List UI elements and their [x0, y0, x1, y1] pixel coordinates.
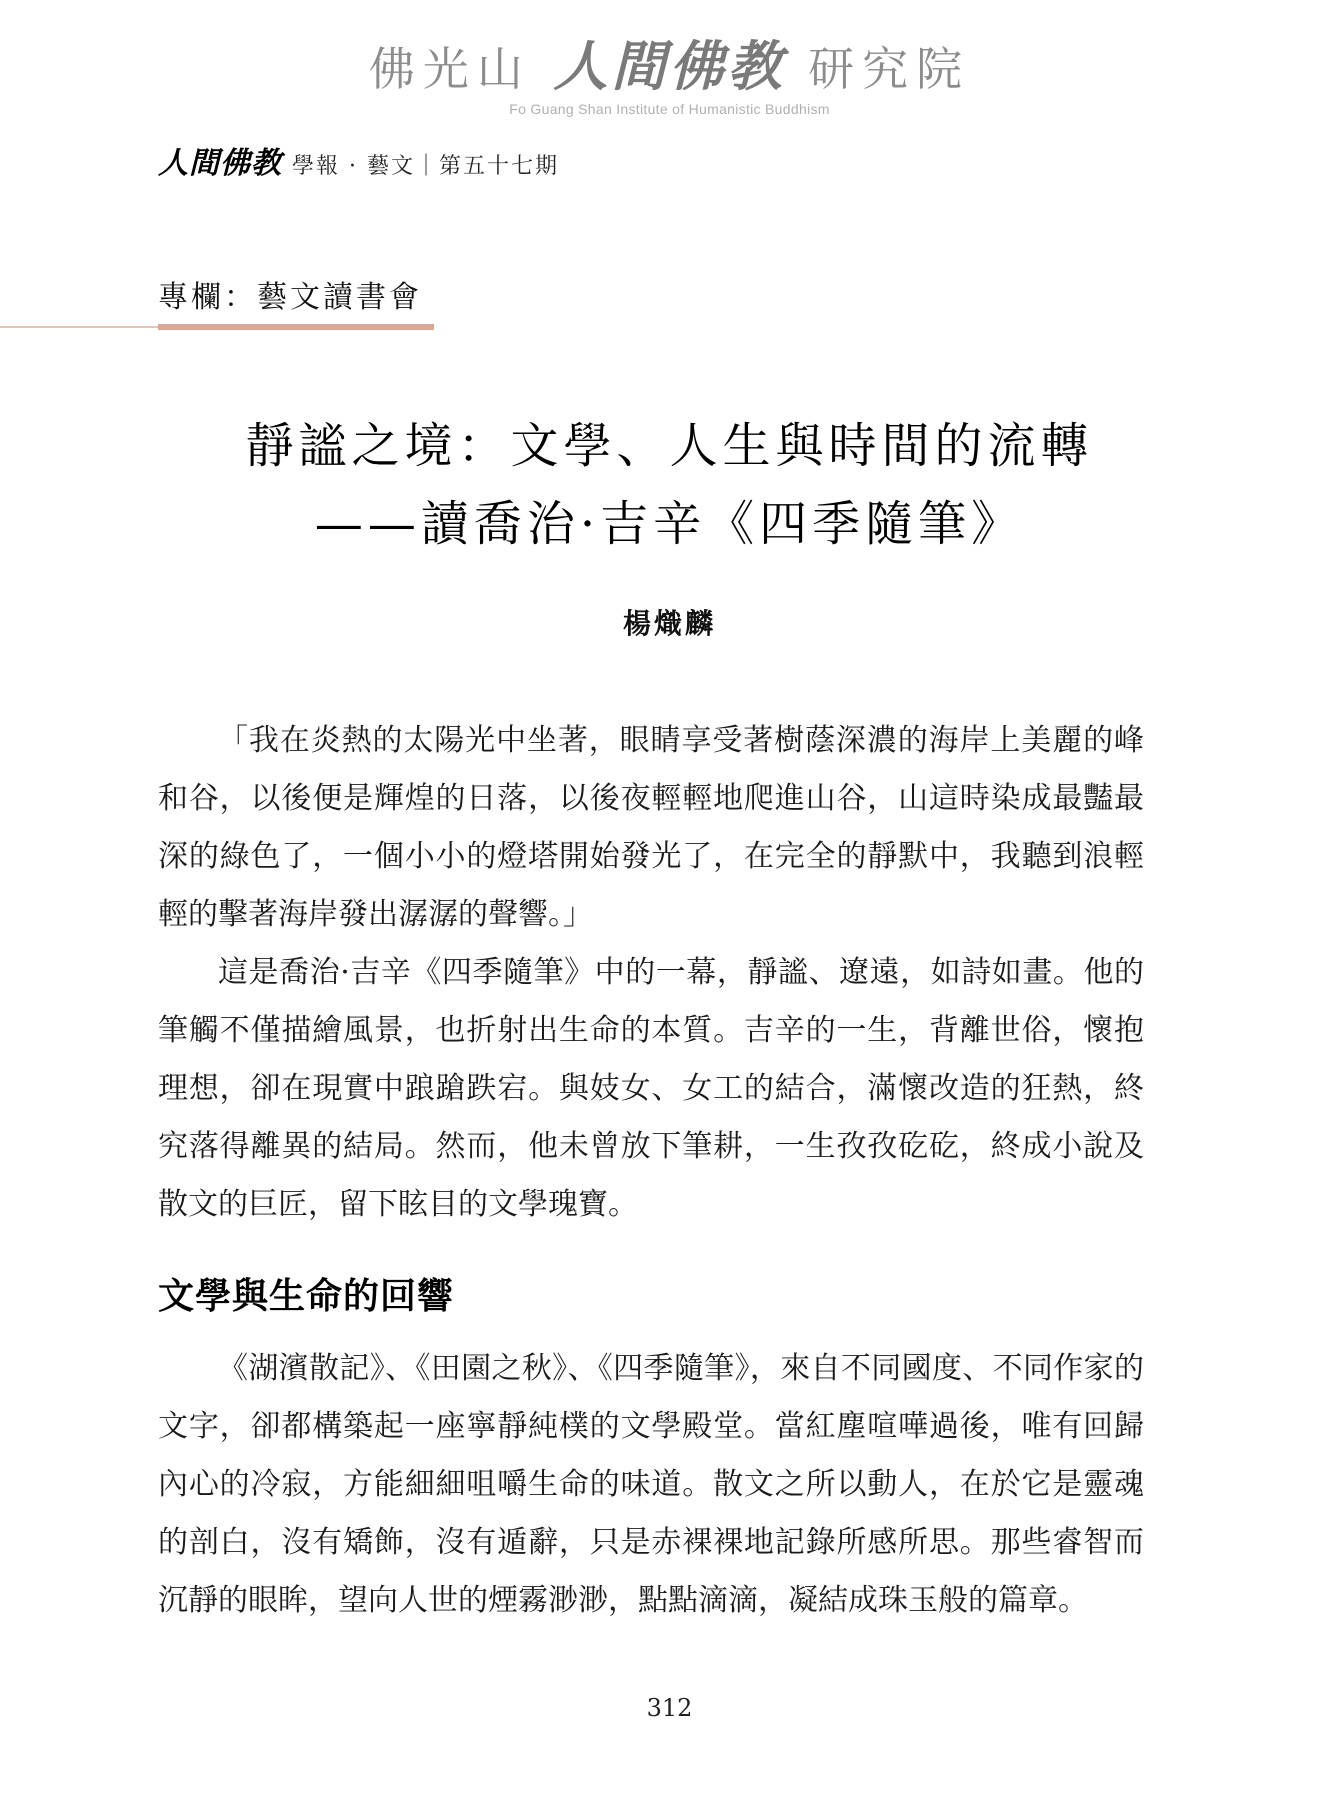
institute-name: [0, 36, 1339, 99]
paragraph: 這是喬治·吉辛《四季隨筆》中的一幕，靜謐、遼遠，如詩如畫。他的筆觸不僅描繪風景，也折射出生命的本質。吉辛的一生，背離世俗，懷抱理想，卻在現實中踉蹌跌宕。與妓女、女工的結合，滿懷改造的狂熱，終究落得離異的結局。然而，他未曾放下筆耕，一生孜孜矻矻，終成小說及散文的巨匠，留下眩目的文學瑰寶。: [158, 955, 1144, 1222]
journal-issue-info: 學報 · 藝文｜第五十七期: [292, 154, 559, 179]
column-label: 專欄：藝文讀書會: [158, 280, 422, 315]
column-rule-accent: [158, 324, 434, 330]
article-title-main: 靜謐之境：文學、人生與時間的流轉: [245, 418, 1094, 474]
institute-english-name: Fo Guang Shan Institute of Humanistic Buddhism: [509, 101, 830, 117]
section-body: [158, 1340, 1144, 1630]
article-author: 楊熾麟: [622, 607, 716, 640]
institute-banner: [0, 36, 1339, 117]
institute-suffix: 研究院: [808, 42, 971, 96]
paragraph: 《湖濱散記》、《田園之秋》、《四季隨筆》，來自不同國度、不同作家的文字，卻都構築起一座寧靜純樸的文學殿堂。當紅塵喧嘩過後，唯有回歸內心的冷寂，方能細細咀嚼生命的味道。散文之所以動人，在於它是靈魂的剖白，沒有矯飾，沒有遁辭，只是赤裸裸地記錄所感所思。那些睿智而沉靜的眼眸，望向人世的煙霧渺渺，點點滴滴，凝結成珠玉般的篇章。: [158, 1351, 1144, 1618]
article-title: [0, 410, 1339, 560]
institute-emphasis: 人間佛教: [553, 34, 786, 98]
intro-body: [158, 712, 1144, 1234]
section-heading: 文學與生命的回響: [158, 1275, 455, 1317]
page-number: 312: [646, 1694, 693, 1722]
article-title-sub: ——讀喬治·吉辛《四季隨筆》: [314, 496, 1025, 552]
paragraph: 「我在炎熱的太陽光中坐著，眼睛享受著樹蔭深濃的海岸上美麗的峰和谷，以後便是輝煌的日落，以後夜輕輕地爬進山谷，山這時染成最豔最深的綠色了，一個小小的燈塔開始發光了，在完全的靜默中，我聽到浪輕輕的擊著海岸發出潺潺的聲響。」: [158, 723, 1144, 932]
institute-prefix: 佛光山: [368, 42, 531, 96]
journal-running-head: [158, 138, 559, 182]
journal-logo: 人間佛教: [158, 146, 282, 181]
